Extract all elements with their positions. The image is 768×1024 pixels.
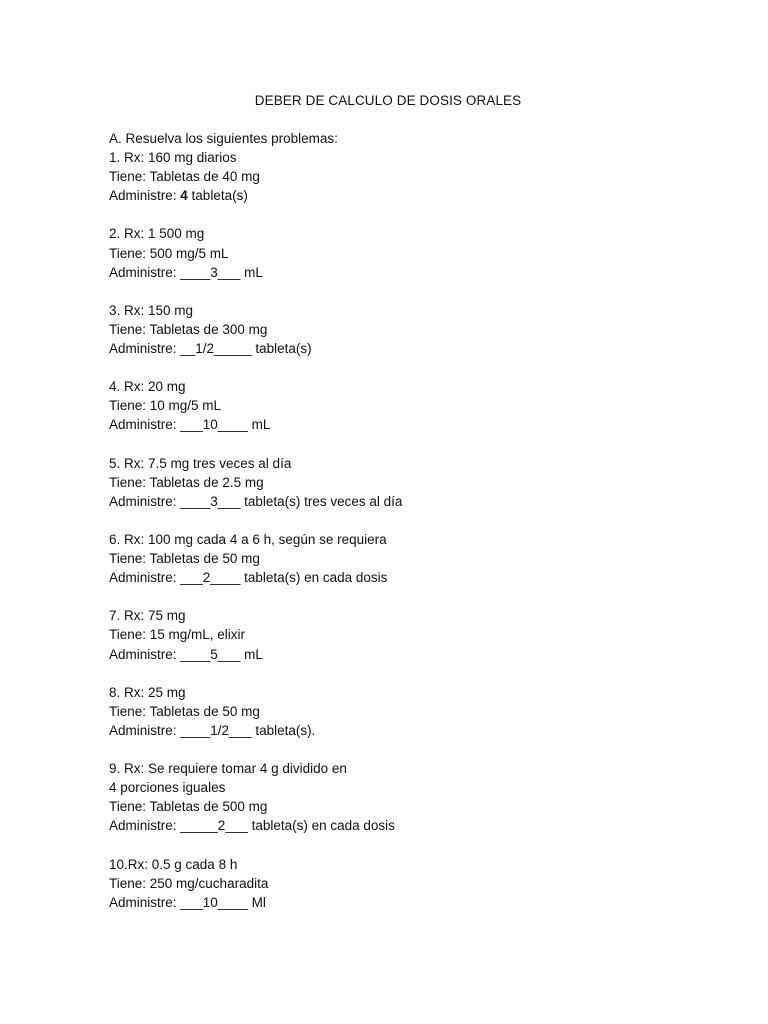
administre-answer: 4 [180,188,188,204]
problem-tiene: Tiene: Tabletas de 50 mg [109,703,260,719]
problem-administre: Administre: ____3___ mL [109,264,263,280]
problem-administre [109,186,709,205]
problem-administre: Administre: ____5___ mL [109,646,263,662]
problem-8 [109,683,709,740]
instruction-text: A. Resuelva los siguientes problemas: [109,131,338,146]
problem-tiene: Tiene: 15 mg/mL, elixir [109,627,246,643]
problem-administre: Administre: __1/2_____ tableta(s) [109,341,312,357]
problem-tiene: Tiene: Tabletas de 50 mg [109,551,260,567]
problem-rx: 6. Rx: 100 mg cada 4 a 6 h, según se requiera [109,531,387,547]
problem-rx: 1. Rx: 160 mg diarios [109,150,237,166]
problem-rx: 5. Rx: 7.5 mg tres veces al día [109,455,292,471]
problem-tiene: Tiene: 10 mg/5 mL [109,398,222,414]
problem-administre: Administre: ____3___ tableta(s) tres veces al día [109,493,403,509]
problem-rx: 3. Rx: 150 mg [109,302,194,318]
problem-administre: Administre: ___10____ mL [109,417,271,433]
problem-4 [109,377,709,434]
document-title: DEBER DE CALCULO DE DOSIS ORALES [254,93,522,108]
problem-2 [109,224,709,281]
problem-rx: 9. Rx: Se requiere tomar 4 g dividido en [109,761,347,777]
problem-administre: Administre: _____2___ tableta(s) en cada dosis [109,818,395,834]
problem-rx: 8. Rx: 25 mg [109,684,186,700]
problem-tiene: Tiene: 500 mg/5 mL [109,245,229,261]
problem-tiene: Tiene: Tabletas de 500 mg [109,799,268,815]
problem-tiene: Tiene: 250 mg/cucharadita [109,875,269,891]
administre-label: Administre: [109,188,181,204]
problem-1 [109,148,709,205]
problem-10 [109,855,709,912]
problem-6 [109,530,709,587]
problem-tiene: Tiene: Tabletas de 2.5 mg [109,474,264,490]
document-body [109,129,709,912]
problem-rx: 4. Rx: 20 mg [109,379,186,395]
administre-unit: tableta(s) [187,188,248,204]
problem-administre: Administre: ___2____ tableta(s) en cada dosis [109,570,388,586]
problem-rx: 2. Rx: 1 500 mg [109,226,205,242]
problem-rx: 10.Rx: 0.5 g cada 8 h [109,856,238,872]
problem-rx: 7. Rx: 75 mg [109,608,186,624]
problem-administre: Administre: ____1/2___ tableta(s). [109,722,316,738]
problem-administre: Administre: ___10____ Ml [109,894,266,910]
problem-3 [109,301,709,358]
problem-rx-continued: 4 porciones iguales [109,780,226,796]
problem-tiene: Tiene: Tabletas de 40 mg [109,169,260,185]
problem-tiene: Tiene: Tabletas de 300 mg [109,321,268,337]
problem-7 [109,606,709,663]
problem-9 [109,759,709,835]
problem-5 [109,454,709,511]
